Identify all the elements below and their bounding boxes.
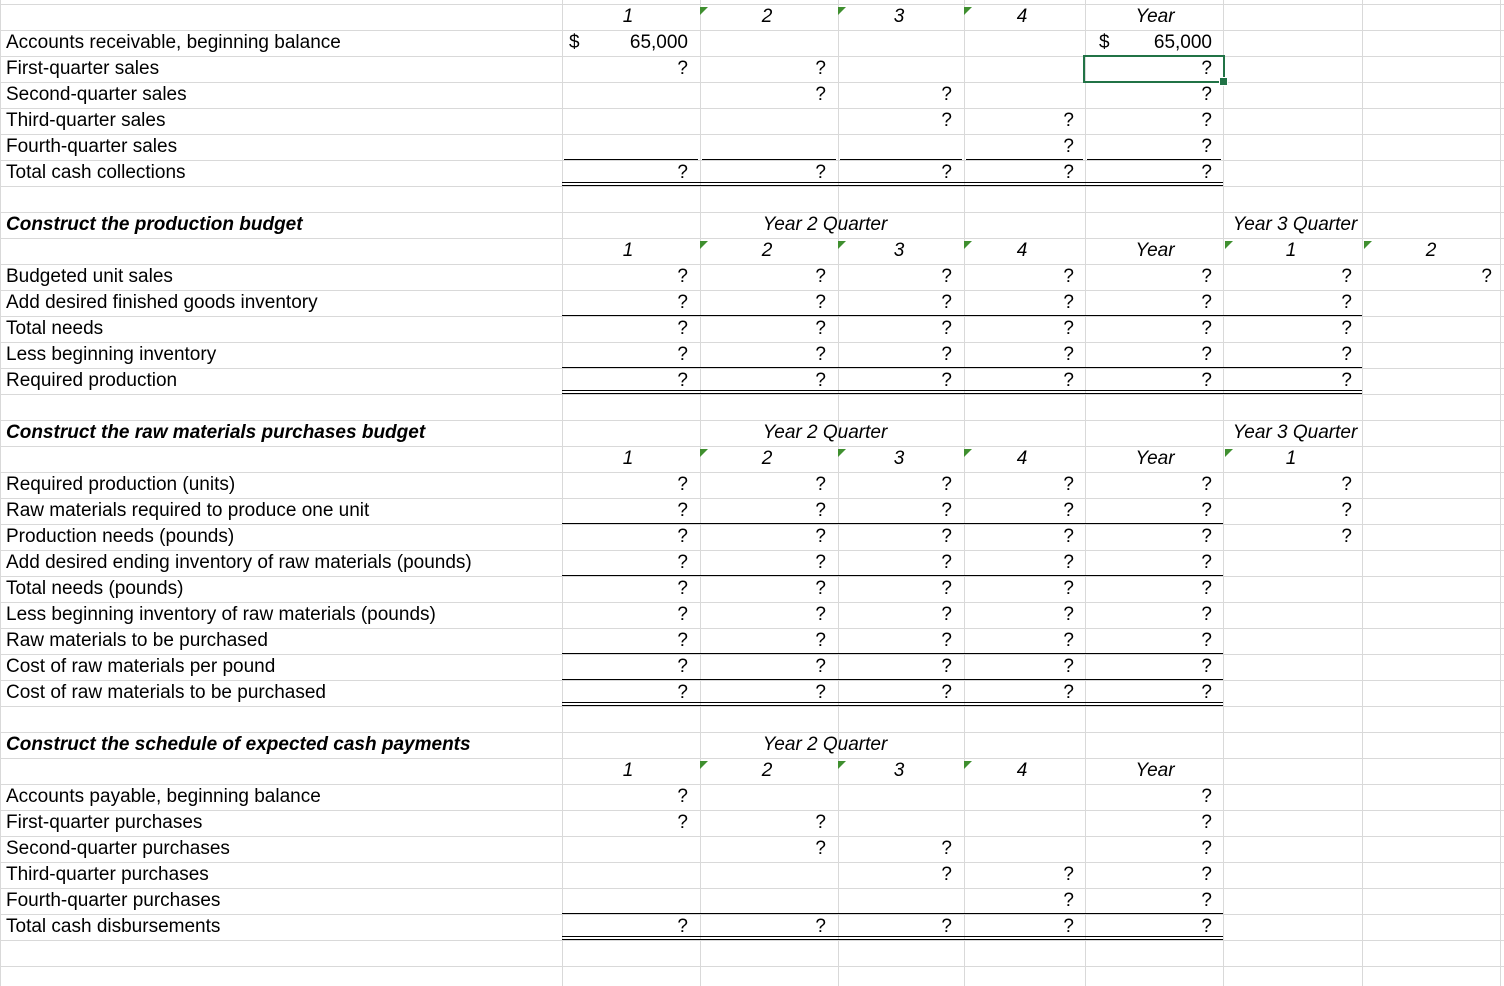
error-indicator-icon: [1225, 449, 1233, 457]
quarter-header[interactable]: 1: [622, 448, 634, 469]
error-indicator-icon: [964, 241, 972, 249]
cell-value[interactable]: ?: [1063, 682, 1074, 703]
cell-value[interactable]: ?: [1063, 656, 1074, 677]
cell-value[interactable]: ?: [815, 344, 826, 365]
cell-value[interactable]: ?: [677, 266, 688, 287]
row-label[interactable]: Production needs (pounds): [6, 526, 235, 547]
underline: [562, 913, 1223, 914]
quarter-header[interactable]: 1: [622, 6, 634, 27]
cell-value[interactable]: ?: [677, 58, 688, 79]
cell-value[interactable]: ?: [941, 110, 952, 131]
error-indicator-icon: [1364, 241, 1372, 249]
error-indicator-icon: [700, 761, 708, 769]
cell-value[interactable]: ?: [677, 344, 688, 365]
cell-value[interactable]: ?: [1201, 500, 1212, 521]
cell-value[interactable]: ?: [941, 266, 952, 287]
currency-symbol[interactable]: $: [569, 32, 580, 53]
cell-value[interactable]: ?: [941, 838, 952, 859]
cell-value[interactable]: ?: [941, 292, 952, 313]
row-label[interactable]: Raw materials required to produce one unit: [6, 500, 370, 521]
quarter-header[interactable]: 2: [761, 240, 773, 261]
cell-value[interactable]: ?: [1063, 474, 1074, 495]
cell-value[interactable]: ?: [1201, 890, 1212, 911]
error-indicator-icon: [838, 7, 846, 15]
cell-value[interactable]: ?: [815, 916, 826, 937]
row-label[interactable]: Budgeted unit sales: [6, 266, 173, 287]
cell-value[interactable]: ?: [677, 916, 688, 937]
cell-value[interactable]: ?: [1341, 370, 1352, 391]
cell-value[interactable]: ?: [1063, 500, 1074, 521]
cell-value[interactable]: ?: [941, 370, 952, 391]
cell-value[interactable]: ?: [1063, 552, 1074, 573]
error-indicator-icon: [964, 761, 972, 769]
cell-value[interactable]: ?: [1063, 292, 1074, 313]
group-header[interactable]: Year 2 Quarter: [762, 422, 888, 443]
cell-value[interactable]: ?: [941, 630, 952, 651]
cell-value[interactable]: ?: [677, 604, 688, 625]
underline: [562, 679, 1223, 680]
cell-value[interactable]: ?: [1201, 474, 1212, 495]
cell-value[interactable]: ?: [1201, 110, 1212, 131]
quarter-header[interactable]: 4: [1016, 240, 1028, 261]
cell-value[interactable]: ?: [815, 656, 826, 677]
section-title[interactable]: Construct the production budget: [6, 214, 303, 235]
row-label[interactable]: First-quarter sales: [6, 58, 160, 79]
cell-value[interactable]: ?: [815, 630, 826, 651]
quarter-header[interactable]: 4: [1016, 760, 1028, 781]
cell-value[interactable]: ?: [815, 318, 826, 339]
cell-value[interactable]: ?: [1341, 266, 1352, 287]
row-label[interactable]: Add desired ending inventory of raw materials (pounds): [6, 552, 472, 573]
error-indicator-icon: [700, 7, 708, 15]
cell-value[interactable]: ?: [1201, 318, 1212, 339]
cell-value[interactable]: ?: [1063, 526, 1074, 547]
cell-value[interactable]: ?: [677, 786, 688, 807]
cell-value[interactable]: ?: [677, 474, 688, 495]
quarter-header[interactable]: 4: [1016, 6, 1028, 27]
cell-value[interactable]: ?: [815, 604, 826, 625]
cell-value[interactable]: ?: [1063, 604, 1074, 625]
cell-value[interactable]: ?: [1341, 500, 1352, 521]
quarter-header[interactable]: 3: [893, 448, 905, 469]
cell-value[interactable]: ?: [815, 578, 826, 599]
cell-value[interactable]: ?: [1063, 344, 1074, 365]
quarter-header[interactable]: 1: [622, 240, 634, 261]
cell-value[interactable]: ?: [677, 578, 688, 599]
row-label[interactable]: Total needs (pounds): [6, 578, 184, 599]
underline: [562, 523, 1223, 524]
cell-value[interactable]: ?: [1341, 344, 1352, 365]
quarter-header[interactable]: Year: [1135, 6, 1175, 27]
row-label[interactable]: Less beginning inventory: [6, 344, 217, 365]
group-header[interactable]: Year 3 Quarter: [1232, 422, 1358, 443]
double-underline: [562, 182, 1223, 186]
error-indicator-icon: [838, 761, 846, 769]
group-header[interactable]: Year 2 Quarter: [762, 214, 888, 235]
cell-value[interactable]: ?: [677, 162, 688, 183]
fill-handle[interactable]: [1219, 77, 1228, 86]
quarter-header[interactable]: 3: [893, 240, 905, 261]
section-title[interactable]: Construct the schedule of expected cash payments: [6, 734, 471, 755]
double-underline: [562, 936, 1223, 940]
cell-value[interactable]: ?: [1481, 266, 1492, 287]
cell-value[interactable]: ?: [1063, 864, 1074, 885]
cell-value[interactable]: ?: [815, 500, 826, 521]
row-label[interactable]: Total cash collections: [6, 162, 186, 183]
cell-value[interactable]: ?: [941, 84, 952, 105]
row-label[interactable]: Total cash disbursements: [6, 916, 221, 937]
error-indicator-icon: [838, 241, 846, 249]
underline: [702, 159, 836, 160]
row-label[interactable]: Third-quarter purchases: [6, 864, 209, 885]
quarter-header[interactable]: 1: [1285, 240, 1297, 261]
cell-value[interactable]: ?: [815, 292, 826, 313]
cell-value[interactable]: ?: [1201, 526, 1212, 547]
quarter-header[interactable]: 1: [1285, 448, 1297, 469]
cell-value[interactable]: ?: [941, 656, 952, 677]
quarter-header[interactable]: 2: [761, 6, 773, 27]
cell-value[interactable]: ?: [1063, 630, 1074, 651]
row-label[interactable]: Second-quarter sales: [6, 84, 187, 105]
cell-value[interactable]: ?: [1201, 578, 1212, 599]
cell-value[interactable]: ?: [941, 682, 952, 703]
row-label[interactable]: Less beginning inventory of raw materials (pounds): [6, 604, 436, 625]
cell-value[interactable]: ?: [1063, 162, 1074, 183]
underline: [1087, 159, 1221, 160]
cell-value[interactable]: ?: [1201, 864, 1212, 885]
cell-value[interactable]: ?: [1201, 370, 1212, 391]
cell-value[interactable]: ?: [1201, 136, 1212, 157]
cell-value[interactable]: ?: [815, 266, 826, 287]
cell-value[interactable]: ?: [815, 838, 826, 859]
cell-value[interactable]: ?: [677, 318, 688, 339]
cell-value[interactable]: ?: [1201, 552, 1212, 573]
cell-value[interactable]: ?: [1063, 318, 1074, 339]
cell-value[interactable]: ?: [815, 84, 826, 105]
quarter-header[interactable]: 2: [761, 448, 773, 469]
cell-value[interactable]: ?: [1341, 318, 1352, 339]
cell-value[interactable]: ?: [677, 500, 688, 521]
underline: [564, 159, 698, 160]
group-header[interactable]: Year 2 Quarter: [762, 734, 888, 755]
underline: [562, 315, 1362, 316]
error-indicator-icon: [964, 7, 972, 15]
group-header[interactable]: Year 3 Quarter: [1232, 214, 1358, 235]
underline: [840, 159, 962, 160]
quarter-header[interactable]: Year: [1135, 760, 1175, 781]
cell-value[interactable]: ?: [941, 474, 952, 495]
quarter-header[interactable]: 3: [893, 6, 905, 27]
row-label[interactable]: Accounts receivable, beginning balance: [6, 32, 341, 53]
error-indicator-icon: [1225, 241, 1233, 249]
underline: [562, 367, 1362, 368]
row-label[interactable]: Accounts payable, beginning balance: [6, 786, 321, 807]
cell-value[interactable]: ?: [677, 526, 688, 547]
cell-value[interactable]: ?: [1201, 162, 1212, 183]
currency-symbol[interactable]: $: [1099, 32, 1110, 53]
cell-value[interactable]: ?: [1201, 58, 1212, 79]
cell-value[interactable]: ?: [941, 318, 952, 339]
cell-value[interactable]: ?: [815, 370, 826, 391]
cell-value[interactable]: ?: [815, 474, 826, 495]
underline: [562, 575, 1223, 576]
quarter-header[interactable]: 4: [1016, 448, 1028, 469]
cell-value[interactable]: ?: [1341, 526, 1352, 547]
row-label[interactable]: Required production: [6, 370, 178, 391]
cell-value[interactable]: ?: [1201, 266, 1212, 287]
double-underline: [562, 702, 1223, 706]
cell-value[interactable]: ?: [1063, 370, 1074, 391]
quarter-header[interactable]: 1: [622, 760, 634, 781]
underline: [562, 653, 1223, 654]
cell-value[interactable]: ?: [1201, 292, 1212, 313]
error-indicator-icon: [838, 449, 846, 457]
row-label[interactable]: Required production (units): [6, 474, 236, 495]
cell-value[interactable]: ?: [1201, 682, 1212, 703]
cell-value[interactable]: ?: [677, 630, 688, 651]
row-label[interactable]: Add desired finished goods inventory: [6, 292, 318, 313]
cell-value[interactable]: ?: [941, 864, 952, 885]
section-title[interactable]: Construct the raw materials purchases budget: [6, 422, 426, 443]
cell-value[interactable]: ?: [1201, 916, 1212, 937]
cell-value[interactable]: ?: [1201, 656, 1212, 677]
cell-value[interactable]: ?: [941, 344, 952, 365]
cell-value[interactable]: ?: [1341, 474, 1352, 495]
cell-value[interactable]: ?: [941, 500, 952, 521]
error-indicator-icon: [700, 241, 708, 249]
cell-value[interactable]: ?: [941, 604, 952, 625]
cell-value[interactable]: ?: [815, 526, 826, 547]
cell-value[interactable]: ?: [1063, 110, 1074, 131]
cell-value[interactable]: ?: [815, 58, 826, 79]
cell-value[interactable]: ?: [677, 292, 688, 313]
cell-value[interactable]: ?: [1063, 916, 1074, 937]
cell-value[interactable]: ?: [941, 578, 952, 599]
cell-value[interactable]: ?: [1341, 292, 1352, 313]
row-label[interactable]: Fourth-quarter purchases: [6, 890, 221, 911]
error-indicator-icon: [964, 449, 972, 457]
cell-value[interactable]: ?: [1063, 890, 1074, 911]
cell-value[interactable]: ?: [1201, 812, 1212, 833]
cell-value[interactable]: ?: [941, 162, 952, 183]
cell-value[interactable]: ?: [815, 552, 826, 573]
row-label[interactable]: Third-quarter sales: [6, 110, 166, 131]
cell-value[interactable]: ?: [677, 370, 688, 391]
cell-value[interactable]: ?: [677, 682, 688, 703]
underline: [966, 159, 1083, 160]
row-label[interactable]: Cost of raw materials to be purchased: [6, 682, 326, 703]
row-label[interactable]: Fourth-quarter sales: [6, 136, 178, 157]
cell-value[interactable]: ?: [1201, 838, 1212, 859]
cell-value[interactable]: ?: [941, 916, 952, 937]
row-label[interactable]: Cost of raw materials per pound: [6, 656, 276, 677]
quarter-header[interactable]: 2: [1425, 240, 1437, 261]
cell-value[interactable]: ?: [1201, 84, 1212, 105]
quarter-header[interactable]: 2: [761, 760, 773, 781]
double-underline: [562, 390, 1362, 394]
cell-value[interactable]: ?: [941, 552, 952, 573]
row-label[interactable]: Raw materials to be purchased: [6, 630, 268, 651]
row-label[interactable]: Second-quarter purchases: [6, 838, 230, 859]
cell-value[interactable]: ?: [1063, 136, 1074, 157]
cell-value[interactable]: ?: [1201, 786, 1212, 807]
cell-value[interactable]: ?: [941, 526, 952, 547]
quarter-header[interactable]: Year: [1135, 448, 1175, 469]
cell-value[interactable]: ?: [677, 656, 688, 677]
cell-value[interactable]: ?: [1201, 344, 1212, 365]
cell-value[interactable]: 65,000: [1153, 32, 1212, 53]
selected-cell[interactable]: [1083, 55, 1225, 83]
cell-value[interactable]: ?: [815, 812, 826, 833]
cell-value[interactable]: ?: [677, 812, 688, 833]
cell-value[interactable]: ?: [815, 682, 826, 703]
row-label[interactable]: Total needs: [6, 318, 104, 339]
cell-value[interactable]: ?: [815, 162, 826, 183]
quarter-header[interactable]: Year: [1135, 240, 1175, 261]
cell-value[interactable]: 65,000: [629, 32, 688, 53]
cell-value[interactable]: ?: [1201, 604, 1212, 625]
row-label[interactable]: First-quarter purchases: [6, 812, 203, 833]
cell-value[interactable]: ?: [1201, 630, 1212, 651]
cell-value[interactable]: ?: [1063, 578, 1074, 599]
cell-value[interactable]: ?: [1063, 266, 1074, 287]
quarter-header[interactable]: 3: [893, 760, 905, 781]
error-indicator-icon: [700, 449, 708, 457]
cell-value[interactable]: ?: [677, 552, 688, 573]
